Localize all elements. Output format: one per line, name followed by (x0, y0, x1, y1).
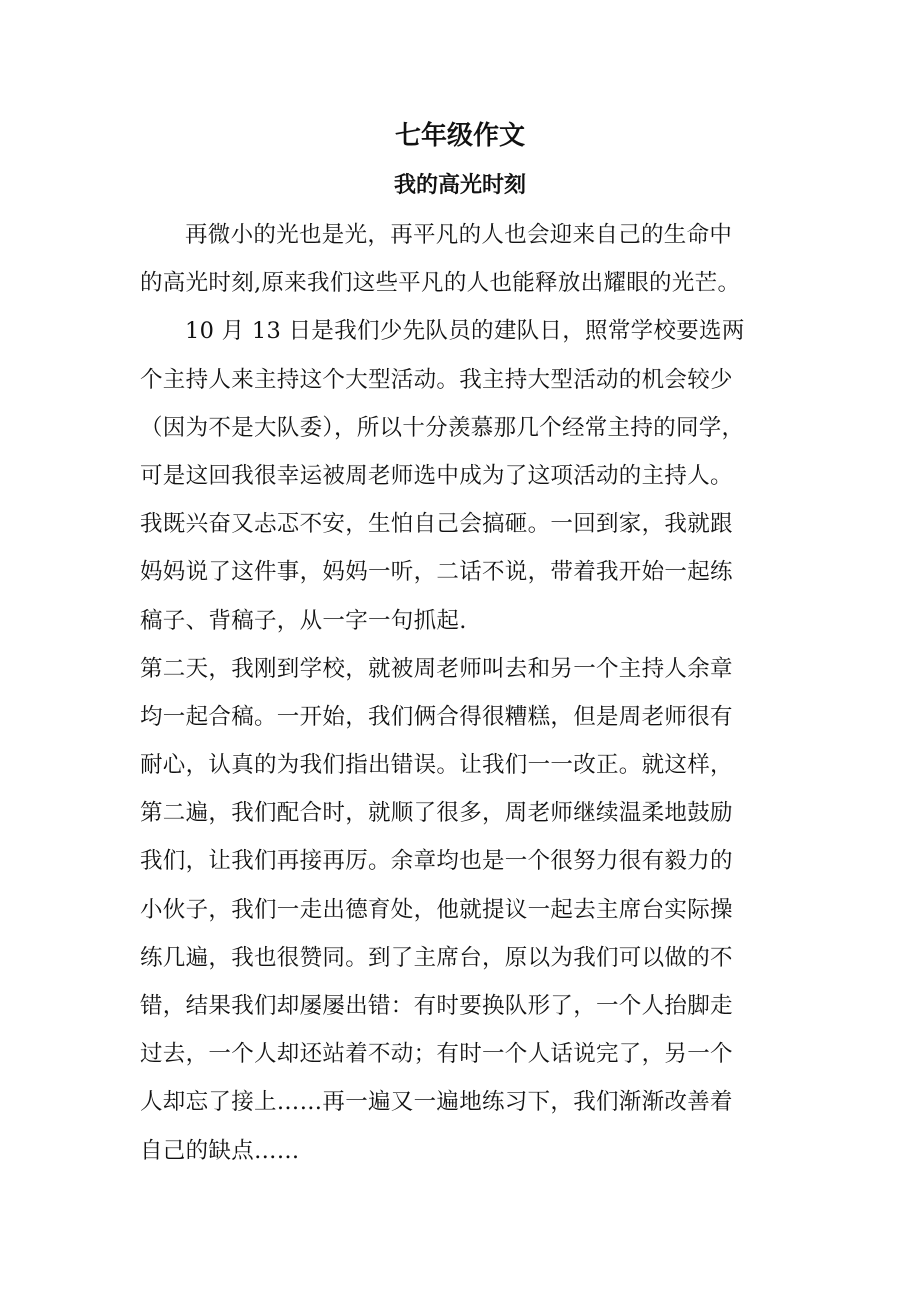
text-line: 的高光时刻,原来我们这些平凡的人也能释放出耀眼的光芒。 (140, 270, 741, 297)
text-line: 过去，一个人却还站着不动；有时一个人话说完了，另一个 (140, 1041, 733, 1068)
text-line: 自己的缺点…… (140, 1137, 300, 1164)
text-line: 可是这回我很幸运被周老师选中成为了这项活动的主持人。 (140, 462, 733, 489)
document-title: 七年级作文 (394, 121, 525, 151)
text-line: （因为不是大队委），所以十分羡慕那几个经常主持的同学， (140, 414, 745, 441)
text-line: 我们，让我们再接再厉。余章均也是一个很努力很有毅力的 (140, 848, 733, 875)
text-line: 小伙子，我们一走出德育处，他就提议一起去主席台实际操 (140, 896, 733, 923)
text-line: 耐心，认真的为我们指出错误。让我们一一改正。就这样， (140, 752, 733, 779)
text-line: 第二天，我刚到学校，就被周老师叫去和另一个主持人余章 (140, 655, 733, 682)
text-line: 第二遍，我们配合时，就顺了很多，周老师继续温柔地鼓励 (140, 800, 733, 827)
text-line: 均一起合稿。一开始，我们俩合得很糟糕，但是周老师很有 (140, 703, 733, 730)
text-line: 再微小的光也是光，再平凡的人也会迎来自己的生命中 (185, 222, 733, 248)
text-line: 我既兴奋又忐忑不安，生怕自己会搞砸。一回到家，我就跟 (140, 511, 733, 538)
text-line: 人却忘了接上……再一遍又一遍地练习下，我们渐渐改善着 (140, 1089, 733, 1116)
essay-body (140, 211, 790, 1175)
text-line: 稿子、背稿子，从一字一句抓起. (140, 607, 467, 634)
text-line: 错，结果我们却屡屡出错：有时要换队形了，一个人抬脚走 (140, 993, 733, 1019)
text-line: 妈妈说了这件事，妈妈一听，二话不说，带着我开始一起练 (140, 559, 733, 586)
text-line: 个主持人来主持这个大型活动。我主持大型活动的机会较少 (140, 366, 733, 393)
text-line: 练几遍，我也很赞同。到了主席台，原以为我们可以做的不 (140, 944, 733, 971)
text-line: 10 月 13 日是我们少先队员的建队日，照常学校要选两 (185, 318, 745, 345)
document-subtitle: 我的高光时刻 (393, 172, 526, 198)
